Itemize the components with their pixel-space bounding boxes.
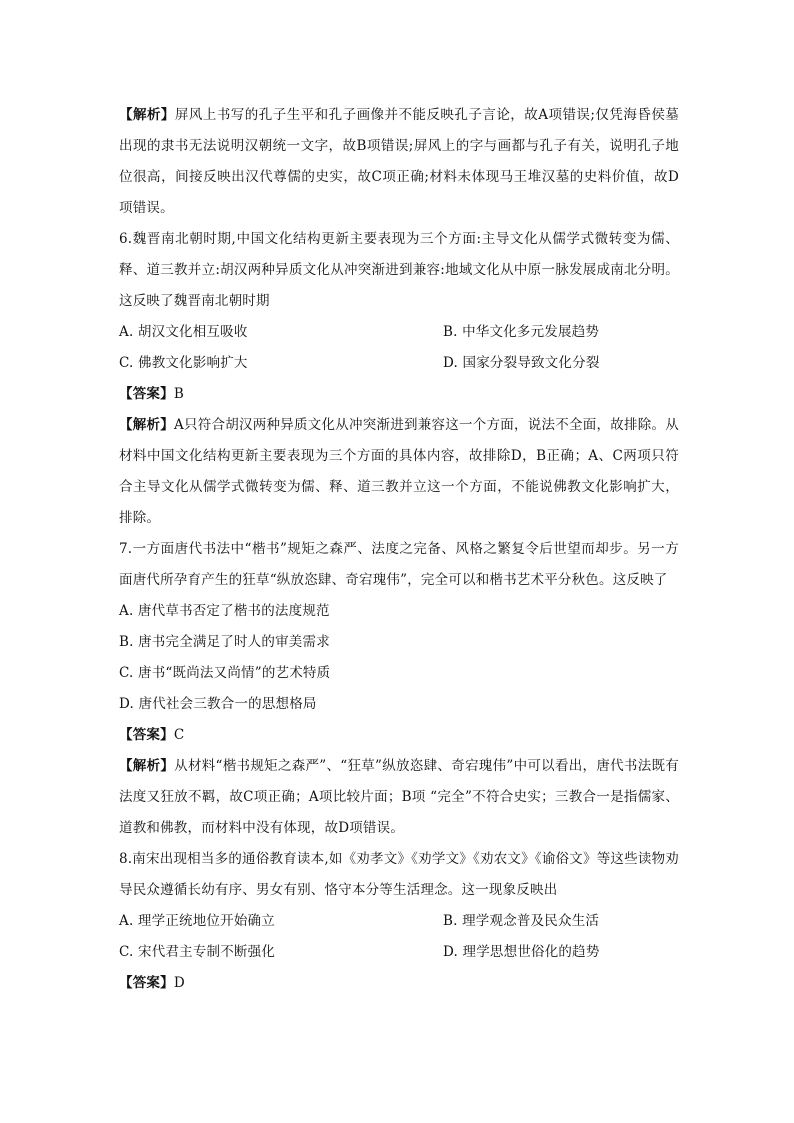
question-6-options-row-2 <box>119 348 679 379</box>
option-c: C. 宋代君主专制不断强化 <box>119 944 276 960</box>
option-a: A. 胡汉文化相互吸收 <box>119 324 248 340</box>
option-b: B. 中华文化多元发展趋势 <box>443 324 600 340</box>
option-b: B. 理学观念普及民众生活 <box>443 913 600 929</box>
question-7-option-d: D. 唐代社会三教合一的思想格局 <box>119 696 317 712</box>
question-7-option-c: C. 唐书“既尚法又尚情”的艺术特质 <box>119 665 331 681</box>
answer-value: C <box>173 727 185 743</box>
option-d: D. 国家分裂导致文化分裂 <box>443 355 600 371</box>
analysis-paragraph-q7 <box>119 751 679 844</box>
option-a: A. 理学正统地位开始确立 <box>119 913 275 929</box>
option-d: D. 理学思想世俗化的趋势 <box>443 944 600 960</box>
answer-q8 <box>119 968 679 999</box>
answer-label: 【答案】 <box>119 386 174 402</box>
question-8-options-row-1 <box>119 906 679 937</box>
question-7-option-b: B. 唐书完全满足了时人的审美需求 <box>119 634 330 650</box>
analysis-label: 【解析】 <box>119 107 175 123</box>
analysis-label: 【解析】 <box>119 417 175 433</box>
analysis-paragraph-q5 <box>119 100 679 224</box>
document-page <box>119 100 679 999</box>
question-6-options-row-1 <box>119 317 679 348</box>
question-7-option-a: A. 唐代草书否定了楷书的法度规范 <box>119 603 330 619</box>
answer-q7 <box>119 720 679 751</box>
option-c: C. 佛教文化影响扩大 <box>119 355 248 371</box>
analysis-text: A只符合胡汉两种异质文化从冲突渐进到兼容这一个方面，说法不全面，故排除。从材料中国文化结构更新主要表现为三个方面的具体内容，故排除D，B正确；A、C两项只符合主导文化从儒学式微转变为儒、释、道三教并立这一个方面，不能说佛教文化影响扩大，排除。 <box>119 417 679 526</box>
analysis-text: 屏风上书写的孔子生平和孔子画像并不能反映孔子言论，故A项错误;仅凭海昏侯墓出现的隶书无法说明汉朝统一文字，故B项错误;屏风上的字与画都与孔子有关，说明孔子地位很高，间接反映出汉代尊儒的史实，故C项正确;材料未体现马王堆汉墓的史料价值，故D项错误。 <box>119 107 679 216</box>
answer-label: 【答案】 <box>119 975 174 991</box>
question-6-stem: 6.魏晋南北朝时期,中国文化结构更新主要表现为三个方面:主导文化从儒学式微转变为儒、释、道三教并立:胡汉两种异质文化从冲突渐进到兼容:地域文化从中原一脉发展成南北分明。这反映了魏晋南北朝时期 <box>119 231 679 309</box>
analysis-text: 从材料“楷书规矩之森严”、“狂草”纵放恣肆、奇宕瑰伟”中可以看出，唐代书法既有法度又狂放不羁，故C项正确；A项比较片面；B项 “完全”不符合史实；三教合一是指儒家、道教和佛教，而材料中没有体现，故D项错误。 <box>119 758 679 836</box>
answer-q6 <box>119 379 679 410</box>
question-8-stem: 8.南宋出现相当多的通俗教育读本,如《劝孝文》《劝学文》《劝农文》《谕俗文》等这些读物劝导民众遵循长幼有序、男女有别、恪守本分等生活理念。这一现象反映出 <box>119 851 679 898</box>
analysis-paragraph-q6 <box>119 410 679 534</box>
question-8-options-row-2 <box>119 937 679 968</box>
question-7-stem: 7.一方面唐代书法中“楷书”规矩之森严、法度之完备、风格之繁复令后世望而却步。另一方面唐代所孕育产生的狂草“纵放恣肆、奇宕瑰伟”，完全可以和楷书艺术平分秋色。这反映了 <box>119 541 679 588</box>
analysis-label: 【解析】 <box>119 758 175 774</box>
answer-label: 【答案】 <box>119 727 174 743</box>
answer-value: D <box>173 975 185 991</box>
answer-value: B <box>173 386 184 402</box>
